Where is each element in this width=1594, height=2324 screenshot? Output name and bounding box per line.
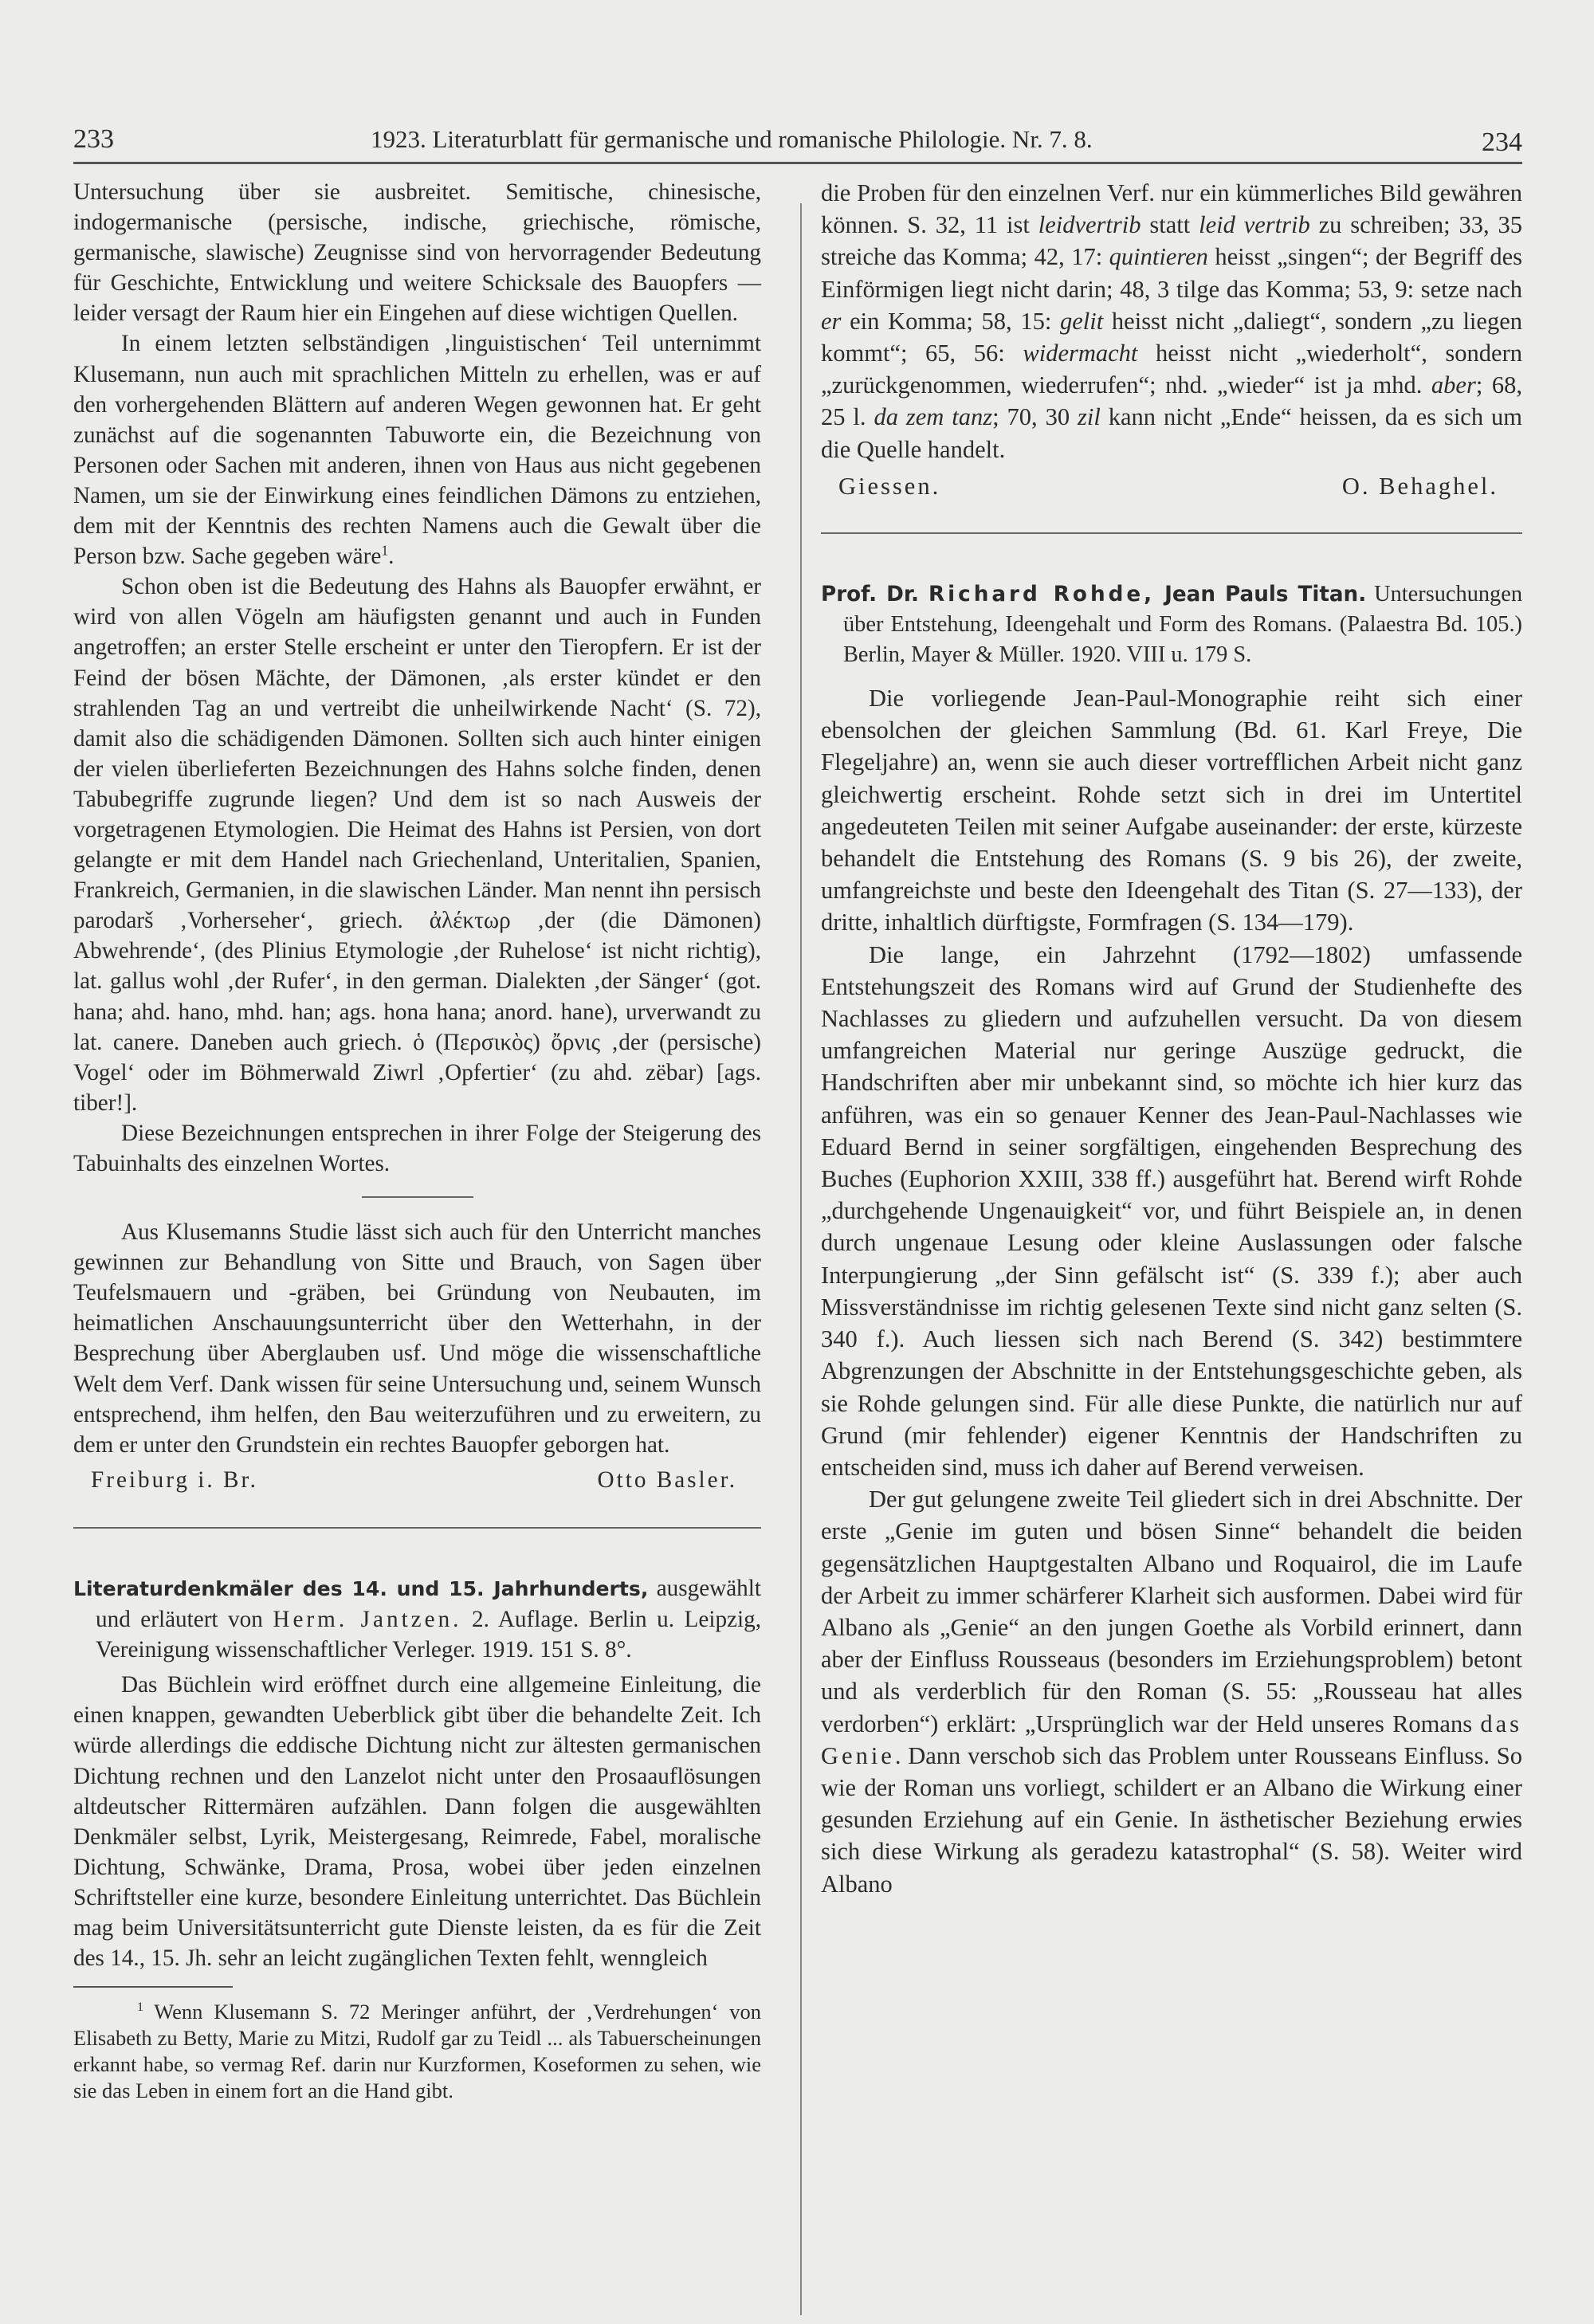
bib-text: 2. Auflage. Berlin u. Leipzig, Vereinigung wissenschaftlicher Verleger. 1919. 151 S. 8°. (96, 1607, 761, 1663)
page-number-right: 234 (1482, 128, 1522, 157)
signature-place: Giessen. (838, 472, 941, 500)
text: statt (1141, 211, 1199, 239)
paragraph: Die lange, ein Jahrzehnt (1792—1802) umfassende Entstehungszeit des Romans wird auf Grund der Studienhefte des Nachlasses zu gliedern und aufzuhellen versucht. Da von diesem umfangreichen Material nur geringe Auszüge gedruckt, die Handschriften aber mir unbekannt sind, so möchte ich hier kurz das anführen, was ein so genauer Kenner des Jean-Paul-Nachlasses wie Eduard Bernd in seiner sorgfältigen, eingehenden Besprechung des Buches (Euphorion XXIII, 338 ff.) ausgeführt hat. Berend wirft Rohde „durchgehende Ungenauigkeit“ vor, und führt Beispiele an, in denen durch ungenaue Lesung oder kleine Auslassungen oder falsche Interpungierung „der Sinn gefälscht ist“ (S. 339 f.); aber auch Missverständnisse im richtig gelesenen Texte sind nicht ganz selten (S. 340 f.). Auch liessen sich nach Berend (S. 342) bestimmtere Abgrenzungen der Abschnitte in der Entstehungsgeschichte geben, als sie Rohde gelungen sind. Für alle diese Punkte, die natürlich nur auf Grund (mir fehlender) eigener Kenntnis der Handschriften zu entscheiden sind, muss ich daher auf Berend verweisen. (821, 940, 1522, 1481)
review-author-prefix: Prof. Dr. (821, 583, 929, 607)
running-title: 1923. Literaturblatt für germanische und romanische Philologie. Nr. 7. 8. (371, 125, 1093, 153)
paragraph: Die vorliegende Jean-Paul-Monographie reiht sich einer ebensolchen der gleichen Sammlung (Bd. 61. Karl Freye, Die Flegeljahre) an, wenn sie auch dieser vortrefflichen Arbeit nicht ganz gleichwertig erscheint. Rohde setzt sich in drei im Untertitel angedeuteten Teilen mit seiner Aufgabe auseinander: der erste, kürzeste behandelt die Entstehung des Romans (S. 9 bis 26), der zweite, umfangreichste und beste den Ideengehalt des Titan (S. 27—133), der dritte, inhaltlich dürftigste, Formfragen (S. 134—179). (821, 685, 1522, 936)
italic-term: zil (1078, 403, 1101, 431)
italic-term: quintieren (1109, 243, 1208, 271)
footnote-marker: 1 (137, 2000, 143, 2015)
bib-text: ausgewählt und erläutert von (96, 1575, 761, 1633)
review-title: Jean Pauls Titan. (1155, 583, 1367, 607)
review-editor: Herm. Jantzen. (273, 1607, 462, 1633)
signature (821, 470, 1522, 502)
text: heisst nicht „daliegt“, sondern „zu liegen kommt“; 65, 56: (821, 307, 1522, 367)
bib-text: Untersuchungen über Entstehung, Ideengehalt und Form des Romans. (Palaestra Bd. 105.) Berlin, Mayer & Müller. 1920. VIII u. 179 S. (843, 582, 1522, 668)
footnote-text: Wenn Klusemann S. 72 Meringer anführt, der ‚Verdrehungen‘ von Elisabeth zu Betty, Marie zu Mitzi, Rudolf gar zu Teidl ... als Tabuerscheinungen erkannt habe, so vermag Ref. darin nur Kurzformen, Koseformen zu sehen, wie sie das Leben in einem fort an die Hand gibt. (73, 2000, 761, 2103)
signature-author: Otto Basler. (597, 1466, 737, 1493)
paragraph: Aus Klusemanns Studie lässt sich auch für den Unterricht manches gewinnen zur Behandlung von Sitte und Brauch, von Sagen über Teufelsmauern und -gräben, bei Gründung von Neubauten, im heimatlichen Anschauungsunterricht über den Wetterhahn, in der Besprechung über Aberglauben usf. Und möge die wissenschaftliche Welt dem Verf. Dank wissen für seine Untersuchung und, seinem Wunsch entsprechend, ihm helfen, den Bau weiterzuführen und zu erweitern, zu dem er unter den Grundstein ein rechtes Bauopfer geborgen hat. (73, 1219, 761, 1458)
short-divider (362, 1196, 473, 1198)
signature-place: Freiburg i. Br. (91, 1466, 258, 1493)
text: zu schreiben; 33, 35 streiche das Komma; 42, 17: (821, 211, 1523, 271)
right-column (821, 177, 1522, 1900)
footnote-marker: 1 (381, 542, 389, 559)
italic-term: leid vertrib (1199, 211, 1310, 239)
text: heisst nicht „wiederholt“, sondern „zurückgenommen, wiederrufen“; nhd. „wieder“ ist ja mhd. (821, 340, 1522, 399)
paragraph (821, 177, 1522, 465)
paragraph (821, 1483, 1522, 1900)
text: heisst „singen“; der Begriff des Einförmigen liegt nicht darin; 48, 3 tilge das Komma; 53, 9: setze nach (821, 243, 1522, 303)
text: . Dann verschob sich das Problem unter Rousseans Einfluss. So wie der Roman uns vorliegt, schildert er an Albano die Wirkung einer gesunden Erziehung auf ein Genie. In ästhetischer Beziehung erwies sich diese Wirkung als geradezu katastrophal“ (S. 58). Weiter wird Albano (821, 1741, 1522, 1898)
italic-term: widermacht (1023, 340, 1138, 367)
paragraph: Schon oben ist die Bedeutung des Hahns als Bauopfer erwähnt, er wird von allen Vögeln am häufigsten genannt und auch in Funden angetroffen; an erster Stelle erscheint er unter den Tieropfern. Er ist der Feind der bösen Mächte, der Dämonen, ‚als erster kündet er den strahlenden Tag an und vertreibt die unheilwirkende Nacht‘ (S. 72), damit also die schädigenden Dämonen. Sollten sich auch hinter einigen der vielen überlieferten Bezeichnungen des Hahns solche finden, denen Tabubegriffe zugrunde liegen? Und dem ist so nach Ausweis der vorgetragenen Etymologien. Die Heimat des Hahns ist Persien, von dort gelangte er mit dem Handel nach Griechenland, Unteritalien, Spanien, Frankreich, Germanien, in die slawischen Länder. Man nennt ihn persisch parodarš ‚Vorherseher‘, griech. ἀλέκτωρ ‚der (die Dämonen) Abwehrende‘, (des Plinius Etymologie ‚der Ruhelose‘ ist nicht richtig), lat. gallus wohl ‚der Rufer‘, in den german. Dialekten ‚der Sänger‘ (got. hana; ahd. hano, mhd. han; ags. hona hana; anord. hane), urverwandt zu lat. canere. Daneben auch griech. ὁ (Περσικὸς) ὄρνις ‚der (persische) Vogel‘ oder im Böhmerwald Ziwrl ‚Opfertier‘ (zu ahd. zëbar) [ags. tiber!]. (73, 574, 761, 1116)
footnote-rule (73, 1986, 233, 1988)
page-header (73, 120, 1522, 159)
text: Der gut gelungene zweite Teil gliedert sich in drei Abschnitte. Der erste „Genie im guten und bösen Sinne“ behandelt die beiden gegensätzlichen Hauptgestalten Albano und Roquairol, die im Laufe der Arbeit zu immer schärferer Klarheit sich ausformen. Dabei wird für Albano als „Genie“ an den jungen Goethe als Vorbild erinnert, dann aber der Einfluss Rousseaus (besonders im Erziehungsproblem) betont und als verderblich für den Roman (S. 55: „Rousseau hat alles verdorben“) erklärt: „Ursprünglich war der Held unseres Romans (821, 1486, 1522, 1737)
paragraph: Das Büchlein wird eröffnet durch eine allgemeine Einleitung, die einen knappen, gewandten Ueberblick gibt über die behandelte Zeit. Ich würde allerdings die eddische Dichtung nicht zur ältesten germanischen Dichtung rechnen und den Lanzelot nicht unter den Prosaauflösungen altdeutscher Rittermären aufzählen. Dann folgen die ausgewählten Denkmäler selbst, Lyrik, Meistergesang, Reimrede, Fabel, moralische Dichtung, Schwänke, Drama, Prosa, wobei über jeden einzelnen Schriftsteller eine kurze, besondere Einleitung unterrichtet. Das Büchlein mag beim Universitätsunterricht gute Dienste leisten, da es für die Zeit des 14., 15. Jh. sehr an leicht zugänglichen Texten fehlt, wenngleich (73, 1672, 761, 1972)
paragraph: In einem letzten selbständigen ‚linguistischen‘ Teil unternimmt Klusemann, nun auch mit sprachlichen Mitteln zu erhellen, was er auf den vorhergehenden Blättern auf anderen Wegen gewonnen hat. Er geht zunächst auf die sogenannten Tabuworte ein, die Bezeichnung von Personen oder Sachen mit anderen, ihnen von Haus aus nicht gegebenen Namen, um sie der Einwirkung eines feindlichen Dämons zu entziehen, dem mit der Kenntnis des rechten Namens auch die Gewalt über die Person bzw. Sache gegeben wäre$^1$. (73, 331, 761, 570)
paragraph-text: In einem letzten selbständigen ‚linguistischen‘ Teil unternimmt Klusemann, nun auch mit sprachlichen Mitteln zu erhellen, was er auf den vorhergehenden Blättern auf anderen Wegen gewonnen hat. Er geht zunächst auf die sogenannten Tabuworte ein, die Bezeichnung von Personen oder Sachen mit anderen, ihnen von Haus aus nicht gegebenen Namen, um sie der Einwirkung eines feindlichen Dämons zu entziehen, dem mit der Kenntnis des rechten Namens auch die Gewalt über die Person bzw. Sache gegeben wäre (73, 331, 761, 570)
text: ; 68, 25 l. (821, 371, 1522, 431)
review-bibliography (73, 1573, 761, 1665)
signature-author: O. Behaghel. (1341, 472, 1498, 500)
left-column (73, 177, 761, 2104)
review-author: Richard Rohde, (928, 583, 1156, 607)
paragraph: Diese Bezeichnungen entsprechen in ihrer Folge der Steigerung des Tabuinhalts des einzelnen Wortes. (73, 1120, 761, 1176)
text: die Proben für den einzelnen Verf. nur ein kümmerliches Bild gewähren können. S. 32, 11 ist (821, 179, 1522, 239)
signature (73, 1465, 761, 1495)
italic-term: da zem tanz (874, 403, 993, 431)
text: ; 70, 30 (992, 403, 1078, 431)
italic-term: leidvertrib (1038, 211, 1141, 239)
italic-term: er (821, 307, 842, 335)
section-divider (821, 532, 1522, 534)
emphasized-text: das Genie (821, 1710, 1522, 1769)
section-divider (73, 1527, 761, 1529)
text: kann nicht „Ende“ heissen, da es sich um die Quelle handelt. (821, 403, 1522, 463)
header-rule (73, 162, 1522, 164)
page-number-left: 233 (73, 124, 114, 154)
text: ein Komma; 58, 15: (841, 307, 1061, 335)
review-bibliography (821, 579, 1522, 669)
column-divider (800, 203, 802, 2315)
italic-term: aber (1431, 371, 1476, 399)
footnote (73, 1999, 761, 2104)
italic-term: gelit (1060, 307, 1104, 335)
review-title: Literaturdenkmäler des 14. und 15. Jahrhunderts, (73, 1576, 649, 1600)
paragraph: Untersuchung über sie ausbreitet. Semitische, chinesische, indogermanische (persische, indische, griechische, römische, germanische, slawische) Zeugnisse sind von hervorragender Bedeutung für Geschichte, Entwicklung und weitere Schicksale des Bauopfers — leider versagt der Raum hier ein Eingehen auf diese wichtigen Quellen. (73, 179, 761, 327)
